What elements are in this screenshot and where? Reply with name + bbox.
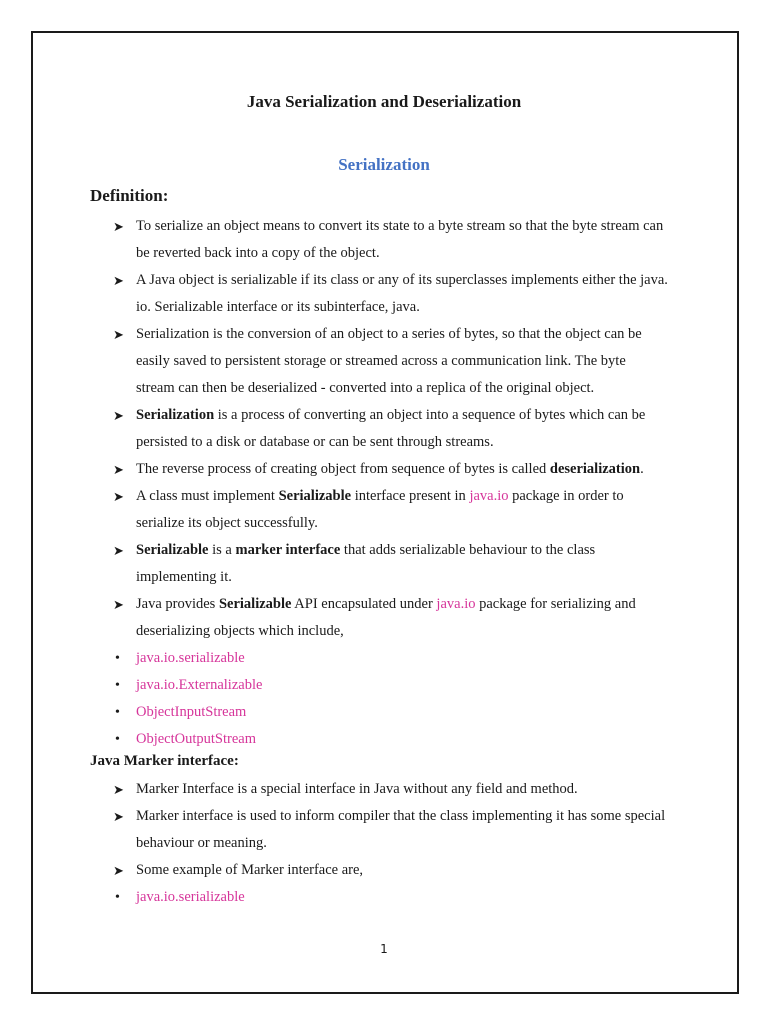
list-item: ➤ Serialization is a process of converting an object into a sequence of bytes which can be persisted to a disk or database or can be sent through streams.: [0, 402, 768, 456]
dot-bullet-icon: •: [115, 705, 120, 720]
dot-bullet-icon: •: [115, 678, 120, 693]
dot-bullet-icon: •: [115, 890, 120, 905]
arrow-bullet-icon: ➤: [113, 462, 124, 477]
api-item: java.io.Externalizable: [136, 677, 263, 693]
dot-bullet-icon: •: [115, 651, 120, 666]
package-reference: java.io: [469, 488, 509, 504]
list-item: [0, 884, 768, 911]
arrow-bullet-icon: ➤: [113, 489, 124, 504]
arrow-bullet-icon: ➤: [113, 543, 124, 558]
marker-example: java.io.serializable: [136, 889, 245, 905]
arrow-bullet-icon: ➤: [113, 809, 124, 824]
arrow-bullet-icon: ➤: [113, 863, 124, 878]
list-item: ➤ Java provides Serializable API encapsulated under java.io package for serializing and deserializing objects which include,: [0, 591, 768, 645]
api-item: ObjectOutputStream: [136, 731, 257, 747]
document-title: Java Serialization and Deserialization: [246, 92, 522, 111]
definition-list: [0, 213, 768, 753]
list-item: [0, 672, 768, 699]
list-item: ➤ Some example of Marker interface are,: [0, 857, 768, 884]
list-item: ➤ Marker interface is used to inform compiler that the class implementing it has some special behaviour or meaning.: [0, 803, 768, 857]
list-item: ➤ The reverse process of creating object from sequence of bytes is called deserialization.: [0, 456, 768, 483]
arrow-bullet-icon: ➤: [113, 597, 124, 612]
package-reference: java.io: [436, 596, 476, 612]
arrow-bullet-icon: ➤: [113, 782, 124, 797]
list-item: ➤ A Java object is serializable if its class or any of its superclasses implements either the java. io. Serializable interface or its subinterface, java.: [0, 267, 768, 321]
page-number: 1: [380, 942, 388, 956]
arrow-bullet-icon: ➤: [113, 219, 124, 234]
dot-bullet-icon: •: [115, 732, 120, 747]
marker-interface-list: [0, 776, 768, 911]
list-item: ➤ Serialization is the conversion of an object to a series of bytes, so that the object can be easily saved to persistent storage or streamed across a communication link. The byte stream can then be deserialized - converted into a replica of the original object.: [0, 321, 768, 402]
definition-heading: Definition:: [90, 186, 169, 205]
arrow-bullet-icon: ➤: [113, 327, 124, 342]
list-item: ➤ Marker Interface is a special interface in Java without any field and method.: [0, 776, 768, 803]
list-item: ➤ A class must implement Serializable interface present in java.io package in order to serialize its object successfully.: [0, 483, 768, 537]
section-heading: Serialization: [338, 155, 430, 174]
list-item: [0, 699, 768, 726]
list-item: ➤ To serialize an object means to convert its state to a byte stream so that the byte stream can be reverted back into a copy of the object.: [0, 213, 768, 267]
list-item: ➤ Serializable is a marker interface that adds serializable behaviour to the class implementing it.: [0, 537, 768, 591]
arrow-bullet-icon: ➤: [113, 273, 124, 288]
marker-interface-heading: Java Marker interface:: [90, 753, 239, 769]
api-item: ObjectInputStream: [136, 704, 247, 720]
arrow-bullet-icon: ➤: [113, 408, 124, 423]
list-item: [0, 645, 768, 672]
api-item: java.io.serializable: [136, 650, 245, 666]
list-item: [0, 726, 768, 753]
